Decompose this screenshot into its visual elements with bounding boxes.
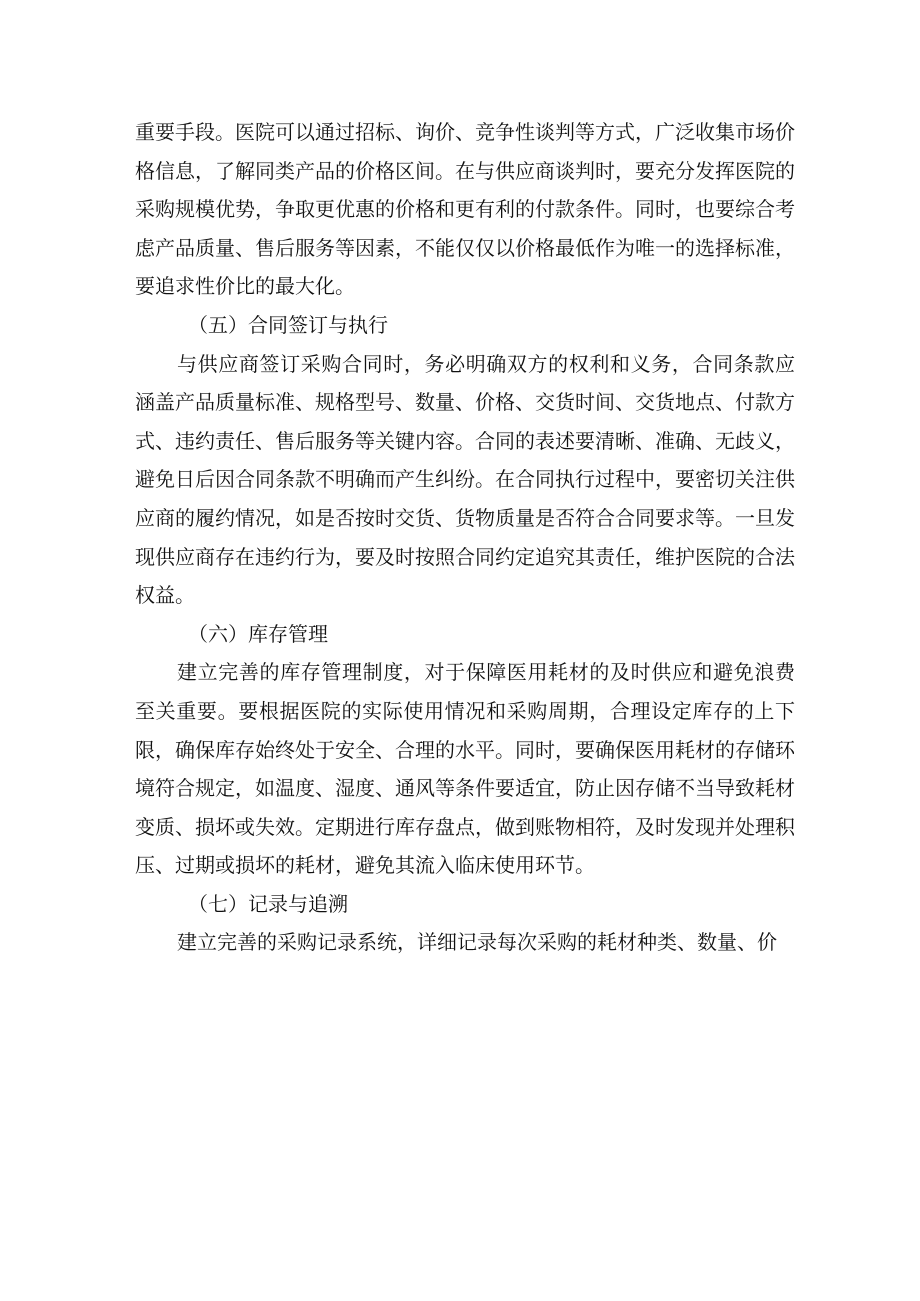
paragraph-inventory: 建立完善的库存管理制度，对于保障医用耗材的及时供应和避免浪费至关重要。要根据医院的实际使用情况和采购周期，合理设定库存的上下限，确保库存始终处于安全、合理的水平。同时，要确保医用耗材的存储环境符合规定，如温度、湿度、通风等条件要适宜，防止因存储不当导致耗材变质、损坏或失效。定期进行库存盘点，做到账物相符，及时发现并处理积压、过期或损坏的耗材，避免其流入临床使用环节。 xyxy=(135,660,795,878)
paragraph-price-negotiation: 重要手段。医院可以通过招标、询价、竞争性谈判等方式，广泛收集市场价格信息，了解同类产品的价格区间。在与供应商谈判时，要充分发挥医院的采购规模优势，争取更优惠的价格和更有利的付款条件。同时，也要综合考虑产品质量、售后服务等因素，不能仅仅以价格最低作为唯一的选择标准，要追求性价比的最大化。 xyxy=(135,120,795,299)
document-body xyxy=(135,113,795,962)
section-heading-records: （七）记录与追溯 xyxy=(188,891,348,916)
section-heading-contract: （五）合同签订与执行 xyxy=(188,312,388,337)
paragraph-records: 建立完善的采购记录系统，详细记录每次采购的耗材种类、数量、价 xyxy=(177,930,777,955)
section-heading-inventory: （六）库存管理 xyxy=(188,621,328,646)
paragraph-contract: 与供应商签订采购合同时，务必明确双方的权利和义务，合同条款应涵盖产品质量标准、规格型号、数量、价格、交货时间、交货地点、付款方式、违约责任、售后服务等关键内容。合同的表述要清晰、准确、无歧义，避免日后因合同条款不明确而产生纠纷。在合同执行过程中，要密切关注供应商的履约情况，如是否按时交货、货物质量是否符合合同要求等。一旦发现供应商存在违约行为，要及时按照合同约定追究其责任，维护医院的合法权益。 xyxy=(135,351,795,608)
